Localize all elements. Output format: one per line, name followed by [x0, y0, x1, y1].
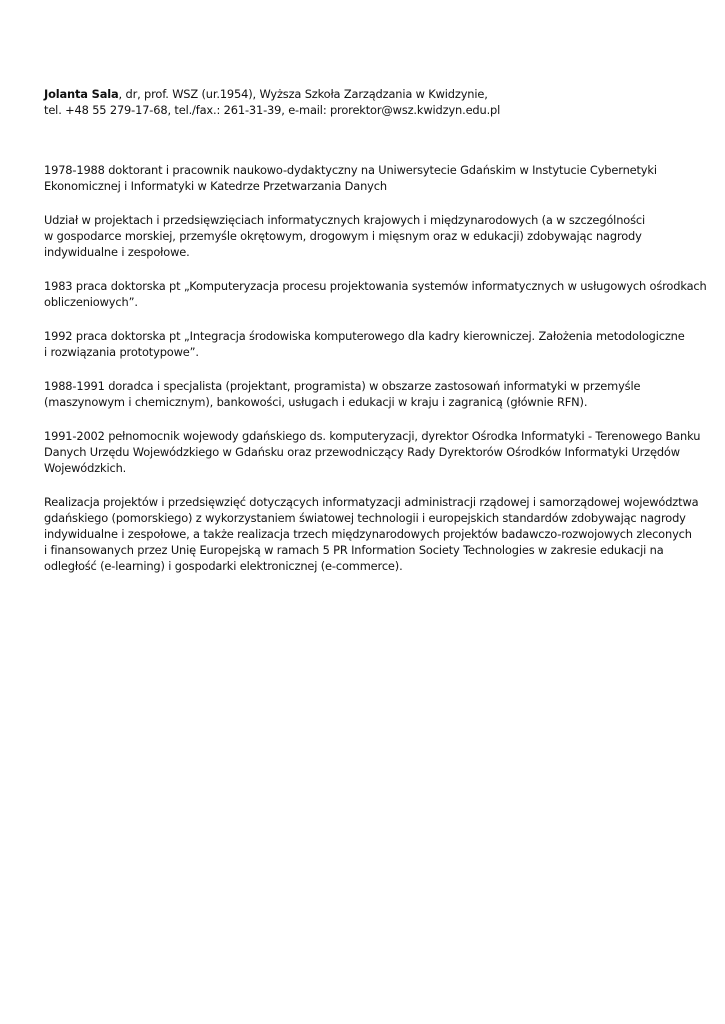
paragraph-line: 1978-1988 doktorant i pracownik naukowo-dydaktyczny na Uniwersytecie Gdańskim w Instytucie Cybernetyki: [44, 163, 657, 177]
paragraph-line: i finansowanych przez Unię Europejską w ramach 5 PR Information Society Technologies w zakresie edukacji na: [44, 543, 664, 557]
paragraph-implementation: [44, 494, 704, 574]
paragraph-line: Danych Urzędu Wojewódzkiego w Gdańsku oraz przewodniczący Rady Dyrektorów Ośrodków Informatyki Urzędów: [44, 445, 680, 459]
author-affiliation: , dr, prof. WSZ (ur.1954), Wyższa Szkoła Zarządzania w Kwidzynie,: [118, 87, 488, 101]
author-contact: tel. +48 55 279-17-68, tel./fax.: 261-31-39, e-mail: prorektor@wsz.kwidzyn.edu.pl: [44, 103, 501, 117]
author-header: [44, 86, 704, 118]
paragraph-thesis-1992: [44, 328, 704, 360]
paragraph-line: obliczeniowych”.: [44, 295, 138, 309]
paragraph-line: gdańskiego (pomorskiego) z wykorzystaniem światowej technologii i europejskich standardów zdobywając nagrody: [44, 511, 686, 525]
paragraph-thesis-1983: [44, 278, 707, 310]
paragraph-plenipotentiary: [44, 428, 704, 476]
paragraph-line: 1988-1991 doradca i specjalista (projektant, programista) w obszarze zastosowań informatyki w przemyśle: [44, 379, 641, 393]
paragraph-line: 1992 praca doktorska pt „Integracja środowiska komputerowego dla kadry kierowniczej. Założenia metodologiczne: [44, 329, 685, 343]
header-line-1: [44, 86, 704, 102]
paragraph-line: i rozwiązania prototypowe”.: [44, 345, 199, 359]
paragraph-line: (maszynowym i chemicznym), bankowości, usługach i edukacji w kraju i zagranicą (głównie RFN).: [44, 395, 588, 409]
document-page: [44, 86, 707, 592]
paragraph-projects: [44, 212, 704, 260]
paragraph-education: [44, 162, 704, 194]
paragraph-line: indywidualne i zespołowe, a także realizacja trzech międzynarodowych projektów badawczo-rozwojowych zleconych: [44, 527, 692, 541]
paragraph-line: 1991-2002 pełnomocnik wojewody gdańskiego ds. komputeryzacji, dyrektor Ośrodka Informatyki - Terenowego Banku: [44, 429, 701, 443]
paragraph-line: Udział w projektach i przedsięwzięciach informatycznych krajowych i międzynarodowych (a w szczególności: [44, 213, 645, 227]
paragraph-line: 1983 praca doktorska pt „Komputeryzacja procesu projektowania systemów informatycznych w usługowych ośrodkach: [44, 279, 707, 293]
paragraph-line: indywidualne i zespołowe.: [44, 245, 190, 259]
paragraph-line: Wojewódzkich.: [44, 461, 127, 475]
paragraph-consulting: [44, 378, 704, 410]
paragraph-line: Realizacja projektów i przedsięwzięć dotyczących informatyzacji administracji rządowej i samorządowej województwa: [44, 495, 699, 509]
paragraph-line: Ekonomicznej i Informatyki w Katedrze Przetwarzania Danych: [44, 179, 387, 193]
author-name: Jolanta Sala: [44, 87, 119, 101]
paragraph-line: w gospodarce morskiej, przemyśle okrętowym, drogowym i mięsnym oraz w edukacji) zdobywając nagrody: [44, 229, 642, 243]
paragraph-line: odległość (e-learning) i gospodarki elektronicznej (e-commerce).: [44, 559, 403, 573]
